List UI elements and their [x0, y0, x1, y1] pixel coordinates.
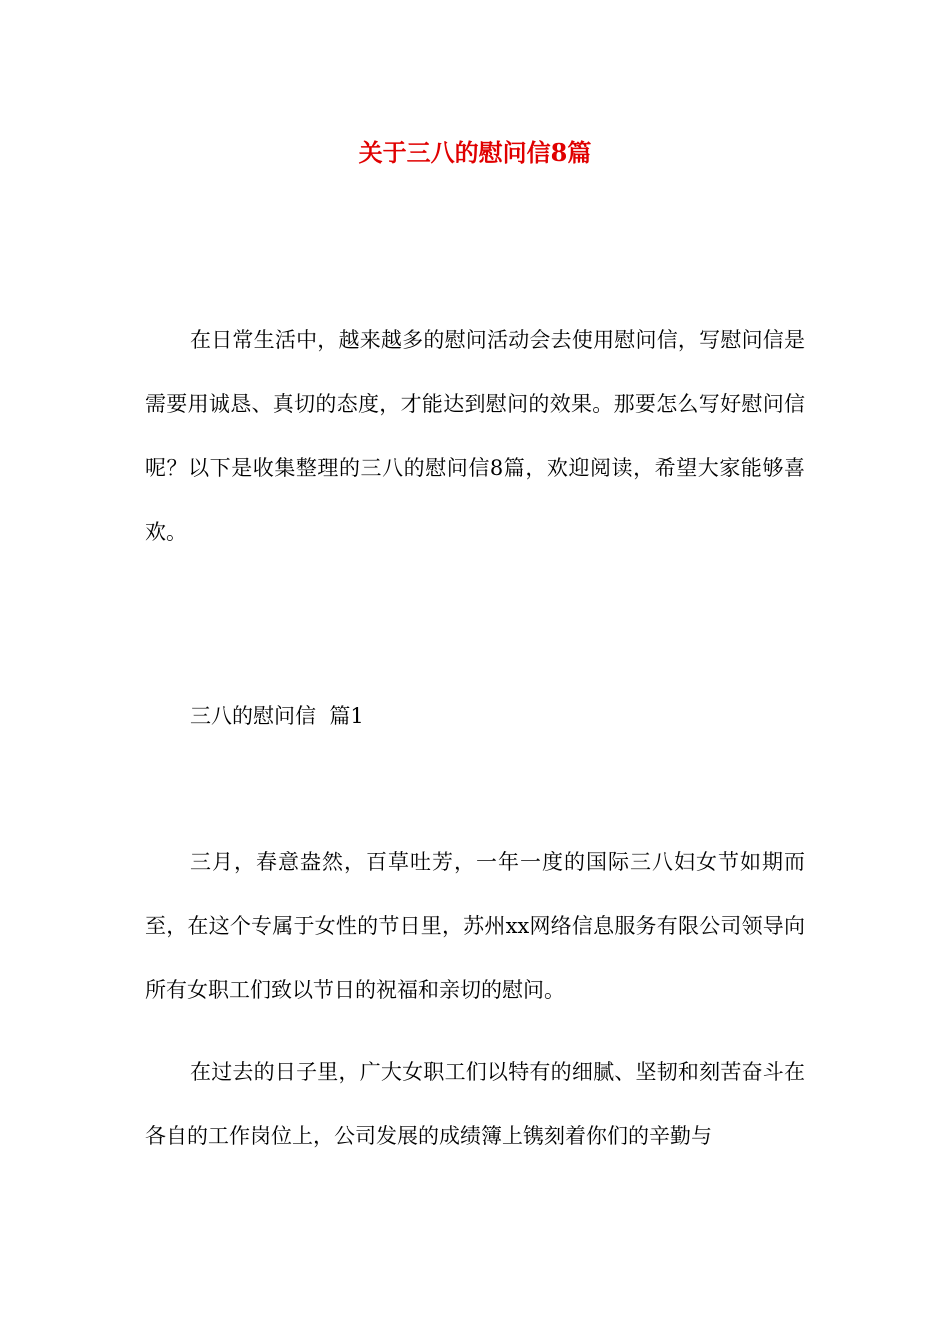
body-paragraph-1: 三月，春意盎然，百草吐芳，一年一度的国际三八妇女节如期而至，在这个专属于女性的节日里，苏州xx网络信息服务有限公司领导向所有女职工们致以节日的祝福和亲切的慰问。 — [145, 850, 805, 1002]
intro-paragraph: 在日常生活中，越来越多的慰问活动会去使用慰问信，写慰问信是需要用诚恳、真切的态度，才能达到慰问的效果。那要怎么写好慰问信呢？以下是收集整理的三八的慰问信8篇，欢迎阅读，希望大家能够喜欢。 — [145, 328, 805, 544]
section-heading: 三八的慰问信 篇1 — [190, 704, 364, 728]
body-paragraph-2: 在过去的日子里，广大女职工们以特有的细腻、坚韧和刻苦奋斗在各自的工作岗位上，公司发展的成绩簿上镌刻着你们的辛勤与 — [145, 1060, 805, 1148]
document-title: 关于三八的慰问信8篇 — [358, 138, 592, 167]
